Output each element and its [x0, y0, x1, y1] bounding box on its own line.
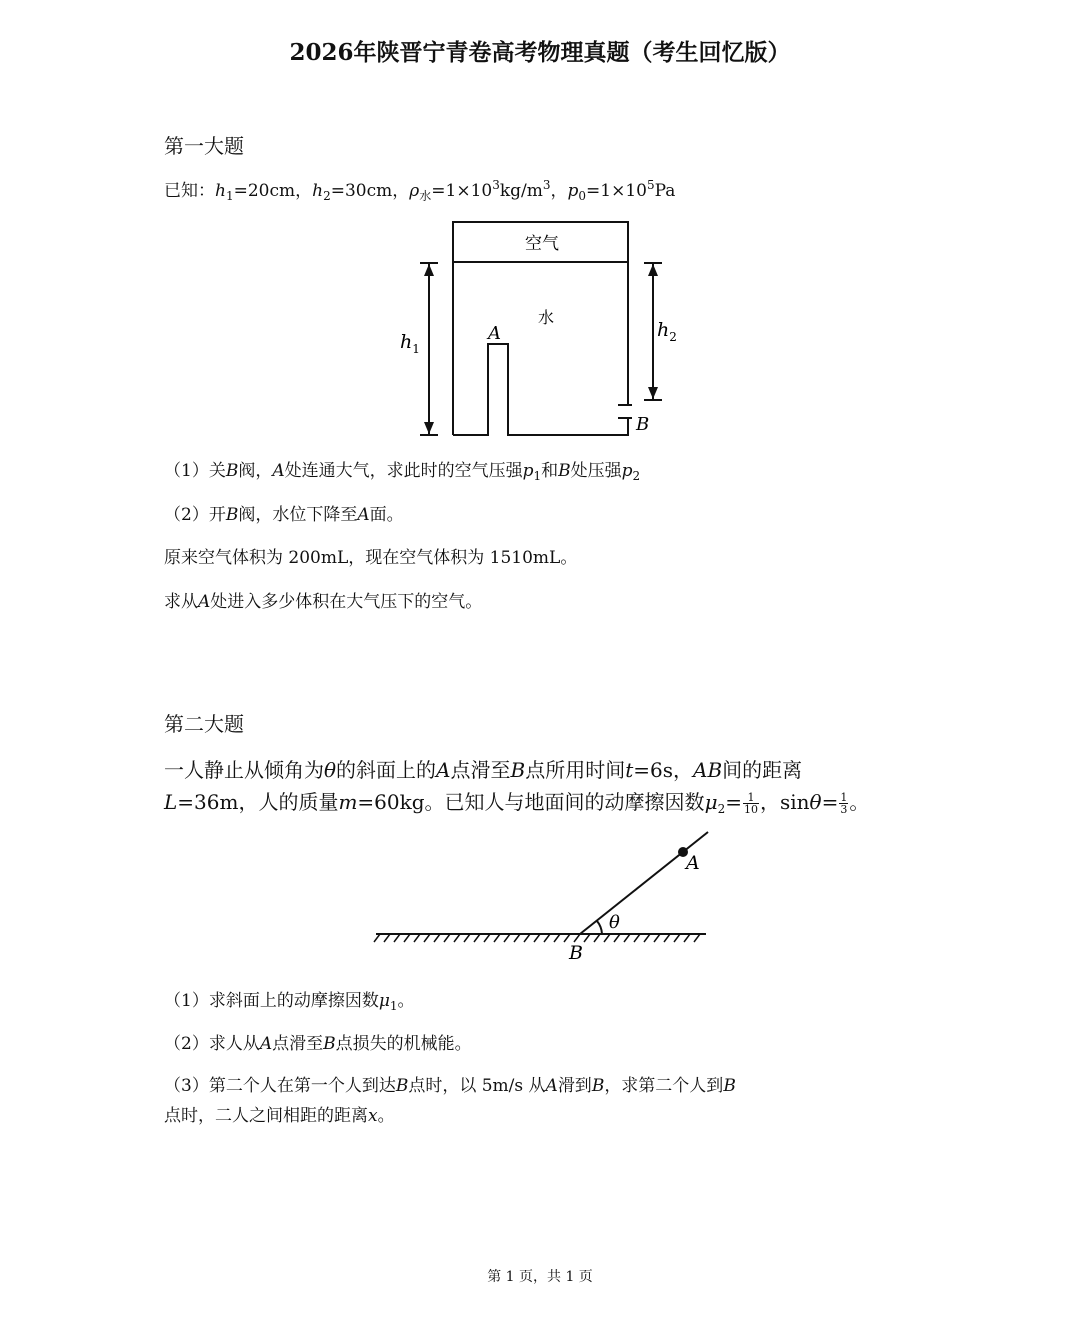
section1-given: 已知：$h_1=20cm$，$h_2=30cm$，$\rho_水=1\times 10^3kg/m^3$，$p_0=1\times 10^5Pa$	[164, 178, 676, 203]
section1-question2: （2）开B阀，水位下降至A面。	[164, 505, 404, 525]
ground-hatching	[374, 934, 700, 942]
page-title: 2026年陕晋宁青卷高考物理真题（考生回忆版）	[289, 39, 791, 66]
section1-heading: 第一大题	[164, 134, 244, 158]
incline-line	[580, 832, 708, 934]
tank-diagram	[380, 210, 700, 450]
point-a-label: A	[488, 323, 501, 344]
water-label: 水	[537, 308, 555, 327]
section2-question2: （2）求人从A点滑至B点损失的机械能。	[164, 1034, 472, 1054]
section1-question1: （1）关B阀，A处连通大气，求此时的空气压强$p_1$和B处压强$p_2$	[164, 461, 641, 483]
point-a-label: A	[686, 852, 700, 874]
fraction-one-tenth: $\frac{1}{10}$	[743, 791, 758, 816]
incline-diagram	[370, 826, 715, 968]
section2-paragraph-line2: L=36m，人的质量m=60kg。已知人与地面间的动摩擦因数$\mu_2=$ $\frac{1}{10}$ ，sinθ= $\frac{1}{3}$ 。	[164, 790, 870, 816]
h2-label: $h_2$	[657, 319, 677, 344]
section2-heading: 第二大题	[164, 712, 244, 736]
air-label: 空气	[525, 234, 559, 254]
angle-theta-label: θ	[609, 912, 620, 933]
point-b-label: B	[636, 414, 650, 435]
section2-question3-line2: 点时，二人之间相距的距离x。	[164, 1106, 395, 1126]
section2-question3-line1: （3）第二个人在第一个人到达B点时，以 5m/s 从A滑到B，求第二个人到B	[164, 1076, 736, 1096]
section2-question1: （1）求斜面上的动摩擦因数$\mu_1$。	[164, 991, 415, 1013]
section1-volume-info: 原来空气体积为 200mL，现在空气体积为 1510mL。	[164, 548, 578, 568]
point-b-label: B	[569, 942, 583, 964]
h1-label: $h_1$	[400, 331, 420, 356]
section2-paragraph-line1: 一人静止从倾角为θ的斜面上的A点滑至B点所用时间t=6s，AB间的距离	[164, 758, 803, 782]
section1-question2-ask: 求从A处进入多少体积在大气压下的空气。	[164, 592, 483, 612]
fraction-one-third: $\frac{1}{3}$	[840, 791, 848, 816]
page-footer: 第 1 页，共 1 页	[487, 1269, 593, 1285]
angle-arc	[597, 921, 602, 934]
